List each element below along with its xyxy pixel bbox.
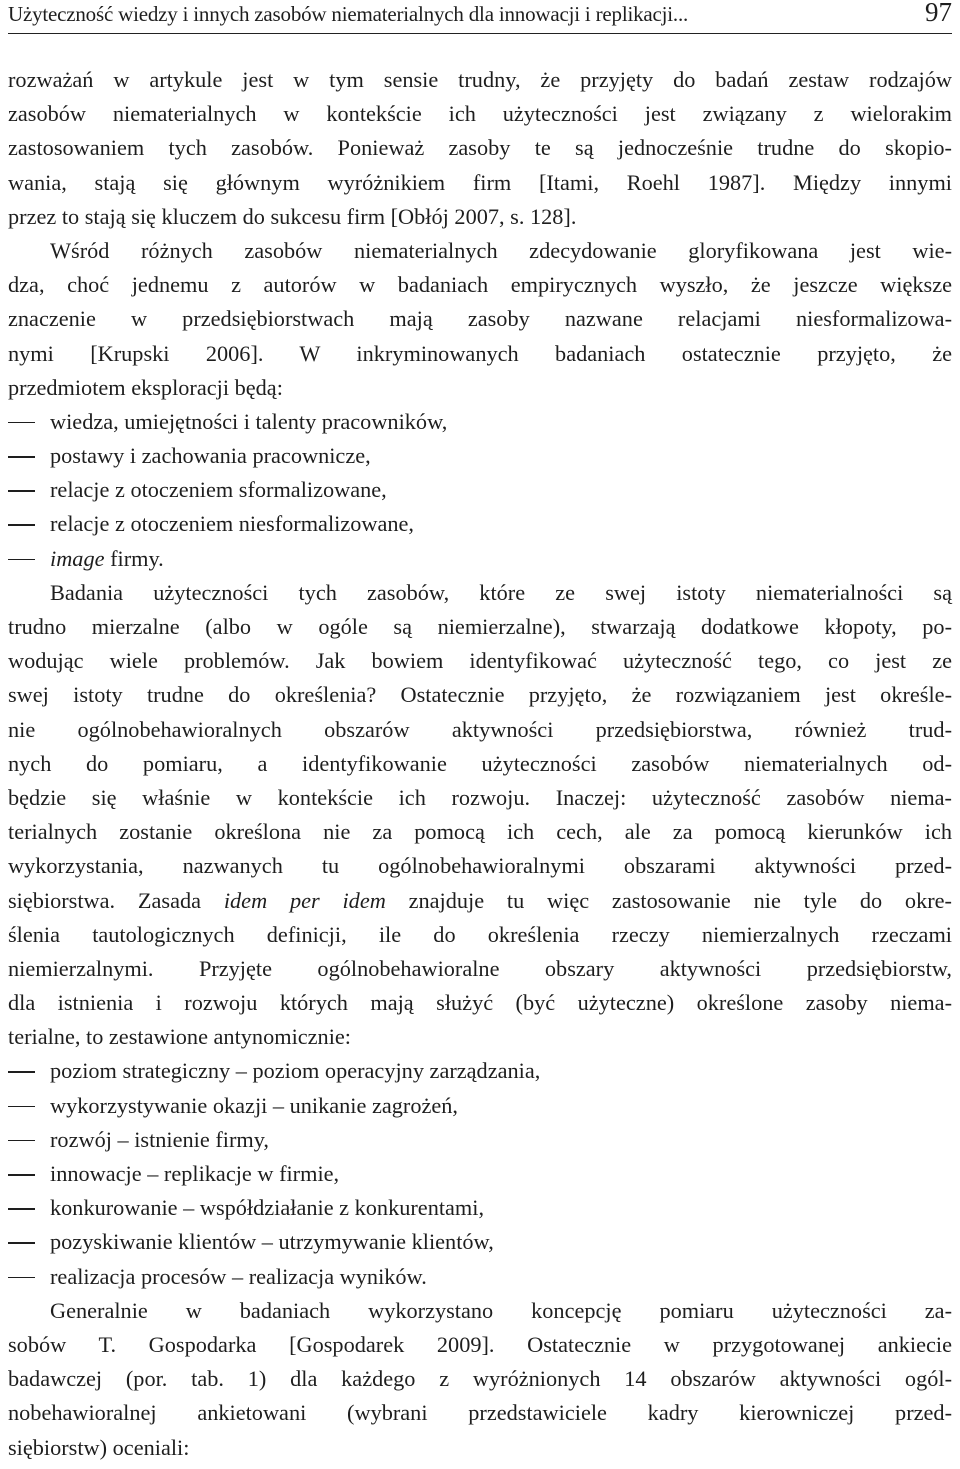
text-line (8, 747, 952, 781)
line-text: terialnych zostanie określona nie za pomocą ich cech, ale za pomocą kierunków ich (8, 819, 952, 845)
list-item (8, 1157, 952, 1191)
line-text: nych do pomiaru, a identyfikowanie użyteczności zasobów niematerialnych od- (8, 750, 952, 776)
line-text: dla istnienia i rozwoju których mają służyć (być użyteczne) określone zasoby niema- (8, 990, 952, 1016)
line-text: ślenia tautologicznych definicji, ile do określenia rzeczy niemierzalnych rzeczami (8, 921, 952, 947)
line-text: siębiorstwa. Zasada (8, 887, 224, 913)
list-item (8, 1054, 952, 1088)
text-line (8, 234, 952, 268)
line-text: będzie się właśnie w kontekście ich rozwoju. Inaczej: użyteczność zasobów niema- (8, 784, 952, 810)
line-text: niemierzalnymi. Przyjęte ogólnobehawioralne obszary aktywności przedsiębiorstw, (8, 955, 952, 981)
line-text: wykorzystania, nazwanych tu ogólnobehawioralnymi obszarami aktywności przed- (8, 853, 952, 879)
text-line (8, 781, 952, 815)
line-text: relacje z otoczeniem niesformalizowane, (50, 511, 414, 537)
text-line (8, 644, 952, 678)
line-text: zasobów niematerialnych w kontekście ich użyteczności jest związany z wielorakim (8, 101, 952, 127)
text-line (8, 337, 952, 371)
list-item (8, 405, 952, 439)
list-item (8, 1225, 952, 1259)
text-line (8, 371, 952, 405)
line-text: relacje z otoczeniem sformalizowane, (50, 477, 387, 503)
text-line (8, 1362, 952, 1396)
text-line (8, 849, 952, 883)
list-item (8, 439, 952, 473)
text-line (8, 1020, 952, 1054)
list-item (8, 1191, 952, 1225)
list-item (8, 507, 952, 541)
text-line (8, 986, 952, 1020)
text-line (8, 268, 952, 302)
line-text: firmy. (104, 545, 164, 571)
line-text: konkurowanie – współdziałanie z konkurentami, (50, 1195, 485, 1221)
list-item (8, 542, 952, 576)
line-text: nie ogólnobehawioralnych obszarów aktywności przedsiębiorstwa, również trud- (8, 716, 952, 742)
text-line (8, 713, 952, 747)
page-number: 97 (925, 0, 952, 27)
line-text: badawczej (por. tab. 1) dla każdego z wyróżnionych 14 obszarów aktywności ogól- (8, 1366, 952, 1392)
line-text: Badania użyteczności tych zasobów, które ze swej istoty niematerialności są (50, 579, 952, 605)
line-text: innowacje – replikacje w firmie, (50, 1161, 340, 1186)
line-text: swej istoty trudne do określenia? Ostatecznie przyjęto, że rozwiązaniem jest określe- (8, 682, 952, 708)
italic-term: idem per idem (223, 887, 386, 913)
italic-term: image (50, 545, 105, 571)
line-text: wiedza, umiejętności i talenty pracowników, (50, 408, 448, 434)
text-line (8, 1294, 952, 1328)
running-header (8, 0, 952, 34)
text-line (8, 302, 952, 336)
list-item (8, 1260, 952, 1294)
line-text: wania, stają się głównym wyróżnikiem firm [Itami, Roehl 1987]. Między innymi (8, 169, 952, 195)
line-text: przez to stają się kluczem do sukcesu firm [Obłój 2007, s. 128]. (8, 203, 577, 229)
text-line (8, 1431, 952, 1465)
list-item (8, 1123, 952, 1157)
line-text: rozwój – istnienie firmy, (50, 1126, 269, 1152)
line-text: nobehawioralnej ankietowani (wybrani przedstawiciele kadry kierowniczej przed- (8, 1400, 952, 1426)
line-text: Generalnie w badaniach wykorzystano koncepcję pomiaru użyteczności za- (50, 1297, 952, 1323)
line-text: sobów T. Gospodarka [Gospodarek 2009]. Ostatecznie w przygotowanej ankiecie (8, 1331, 952, 1357)
line-text: zastosowaniem tych zasobów. Ponieważ zasoby te są jednocześnie trudne do skopio- (8, 135, 952, 161)
line-text: rozważań w artykule jest w tym sensie trudny, że przyjęty do badań zestaw rodzajów (8, 67, 952, 92)
body-text (8, 63, 952, 1465)
text-line (8, 815, 952, 849)
text-line (8, 1328, 952, 1362)
line-text: terialne, to zestawione antynomicznie: (8, 1024, 351, 1050)
line-text: realizacja procesów – realizacja wyników. (50, 1263, 427, 1289)
line-text: trudno mierzalne (albo w ogóle są niemierzalne), stwarzają dodatkowe kłopoty, po- (8, 614, 952, 639)
list-item (8, 1089, 952, 1123)
line-text: postawy i zachowania pracownicze, (50, 443, 371, 469)
text-line (8, 610, 952, 644)
text-line (8, 200, 952, 234)
text-line (8, 952, 952, 986)
line-text: nymi [Krupski 2006]. W inkryminowanych badaniach ostatecznie przyjęto, że (8, 340, 952, 366)
running-title: Użyteczność wiedzy i innych zasobów niematerialnych dla innowacji i replikacji... (8, 2, 689, 26)
line-text: pozyskiwanie klientów – utrzymywanie klientów, (50, 1229, 494, 1255)
line-text: znajduje tu więc zastosowanie nie tyle do okre- (385, 887, 952, 913)
text-line (8, 576, 952, 610)
text-line (8, 97, 952, 131)
text-line (8, 1396, 952, 1430)
line-text: przedmiotem eksploracji będą: (8, 374, 283, 400)
text-line (8, 918, 952, 952)
list-item (8, 473, 952, 507)
line-text: wodując wiele problemów. Jak bowiem identyfikować użyteczność tego, co jest ze (8, 648, 952, 674)
line-text: znaczenie w przedsiębiorstwach mają zasoby nazwane relacjami niesformalizowa- (8, 306, 952, 332)
line-text: poziom strategiczny – poziom operacyjny zarządzania, (50, 1058, 541, 1084)
text-line (8, 63, 952, 97)
line-text: dza, choć jednemu z autorów w badaniach empirycznych wyszło, że jeszcze większe (8, 272, 952, 298)
text-line (8, 166, 952, 200)
text-line (8, 678, 952, 712)
text-line (8, 131, 952, 165)
line-text: siębiorstw) oceniali: (8, 1434, 190, 1460)
line-text: wykorzystywanie okazji – unikanie zagrożeń, (50, 1092, 459, 1118)
text-line (8, 884, 952, 918)
line-text: Wśród różnych zasobów niematerialnych zdecydowanie gloryfikowana jest wie- (50, 237, 952, 263)
